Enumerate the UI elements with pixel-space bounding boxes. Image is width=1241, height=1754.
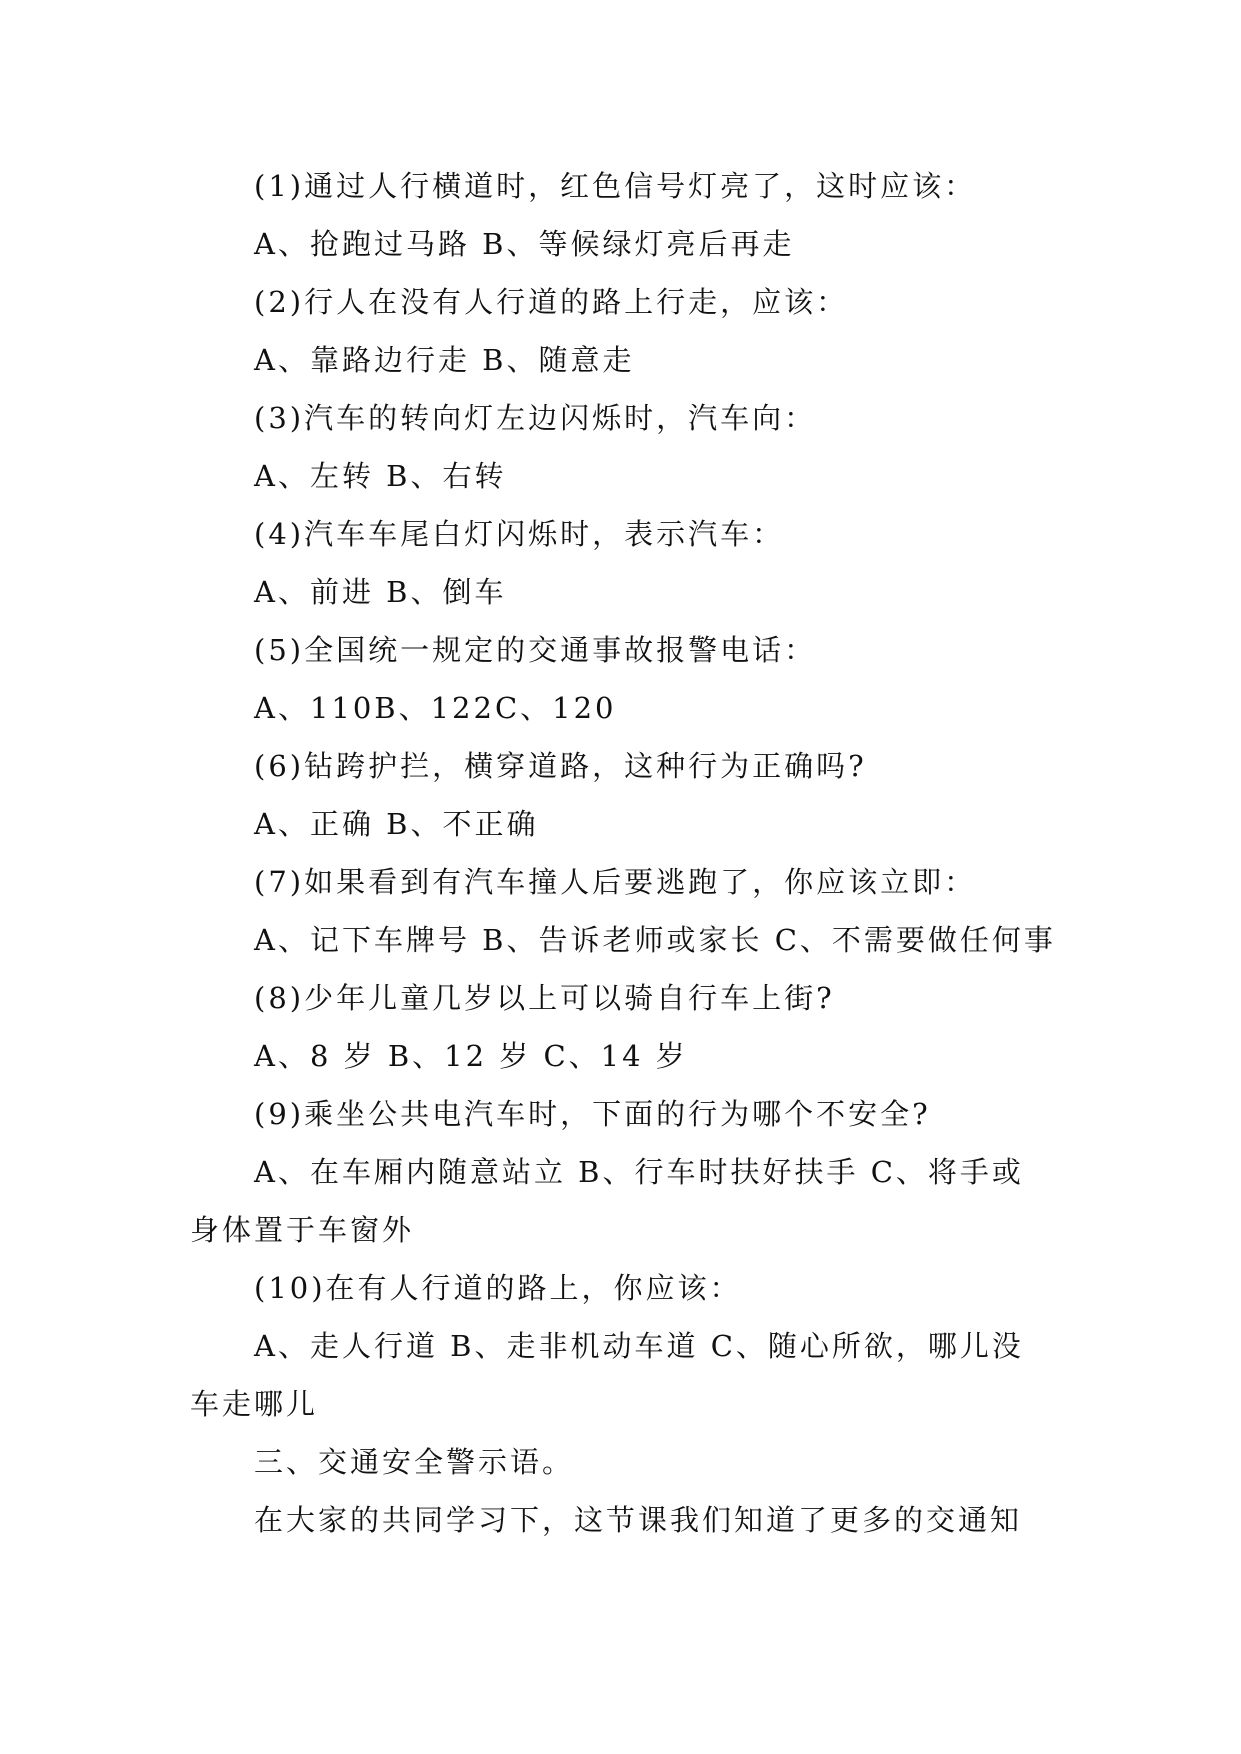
answer-options-1: A、抢跑过马路 B、等候绿灯亮后再走	[254, 227, 795, 261]
answer-options-3: A、左转 B、右转	[254, 459, 507, 493]
question-9: (9)乘坐公共电汽车时，下面的行为哪个不安全?	[254, 1097, 931, 1131]
question-5: (5)全国统一规定的交通事故报警电话：	[254, 633, 817, 667]
answer-options-2: A、靠路边行走 B、随意走	[254, 343, 635, 377]
answer-options-6: A、正确 B、不正确	[254, 807, 539, 841]
document-body	[190, 157, 1056, 1549]
question-2: (2)行人在没有人行道的路上行走，应该：	[254, 285, 849, 319]
answer-options-4: A、前进 B、倒车	[254, 575, 507, 609]
answer-options-5: A、110B、122C、120	[254, 691, 617, 725]
closing-paragraph: 在大家的共同学习下，这节课我们知道了更多的交通知	[254, 1503, 1023, 1537]
section-heading: 三、交通安全警示语。	[254, 1445, 575, 1479]
answer-options-9: A、在车厢内随意站立 B、行车时扶好扶手 C、将手或身体置于车窗外	[190, 1155, 1024, 1247]
answer-options-8: A、8 岁 B、12 岁 C、14 岁	[254, 1039, 688, 1073]
question-8: (8)少年儿童几岁以上可以骑自行车上街?	[254, 981, 835, 1015]
question-6: (6)钻跨护拦，横穿道路，这种行为正确吗?	[254, 749, 867, 783]
answer-options-7: A、记下车牌号 B、告诉老师或家长 C、不需要做任何事	[254, 923, 1056, 957]
answer-options-10: A、走人行道 B、走非机动车道 C、随心所欲，哪儿没车走哪儿	[190, 1329, 1024, 1421]
question-4: (4)汽车车尾白灯闪烁时，表示汽车：	[254, 517, 785, 551]
question-1: (1)通过人行横道时，红色信号灯亮了，这时应该：	[254, 169, 977, 203]
question-3: (3)汽车的转向灯左边闪烁时，汽车向：	[254, 401, 817, 435]
question-7: (7)如果看到有汽车撞人后要逃跑了，你应该立即：	[254, 865, 977, 899]
question-10: (10)在有人行道的路上，你应该：	[254, 1271, 742, 1305]
